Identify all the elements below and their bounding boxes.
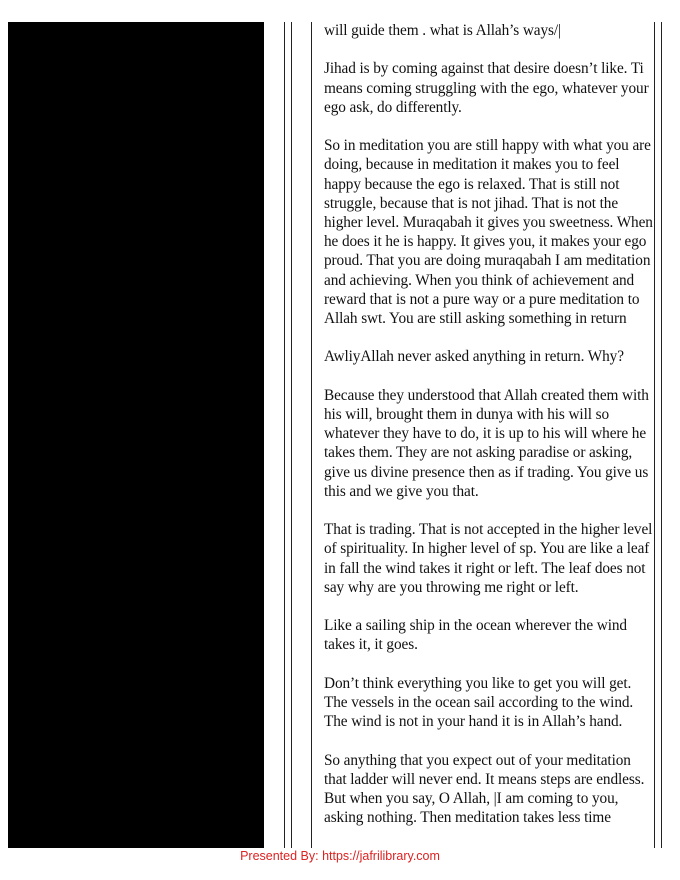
paragraph: Because they understood that Allah created them with his will, brought them in dunya with his will so whatever they have to do, it is up to his will where he takes them. They are not asking paradise or asking, give us divine presence then as if trading. You give us this and we give you that. [324,386,649,500]
black-panel [8,22,264,848]
vertical-rule [284,22,285,848]
paragraph: Like a sailing ship in the ocean wherever the wind takes it, it goes. [324,617,627,654]
text-column [324,21,654,847]
vertical-rule [661,22,662,848]
paragraph: will guide them . what is Allah’s ways/| [324,22,561,39]
vertical-rule [291,22,292,848]
paragraph: That is trading. That is not accepted in the higher level of spirituality. In higher level of sp. You are like a leaf in fall the wind takes it right or left. The leaf does not say why are you throwing me right or left. [324,521,653,596]
paragraph: AwliyAllah never asked anything in return. Why? [324,348,624,366]
footer-credit: Presented By: https://jafrilibrary.com [240,849,440,863]
paragraph: So in meditation you are still happy with what you are doing, because in meditation it makes you to feel happy because the ego is relaxed. That is still not struggle, because that is not jihad. That is not the higher level. Muraqabah it gives you sweetness. When he does it he is happy. It gives you, it makes your ego proud. That you are doing muraqabah I am meditation and achieving. When you think of achievement and reward that is not a pure way or a pure meditation to Allah swt. You are still asking something in return [324,137,653,328]
vertical-rule [311,22,312,848]
paragraph: Jihad is by coming against that desire doesn’t like. Ti means coming struggling with the ego, whatever your ego ask, do differently. [324,60,649,116]
paragraph: Don’t think everything you like to get you will get. The vessels in the ocean sail according to the wind. The wind is not in your hand it is in Allah’s hand. [324,674,634,731]
paragraph: So anything that you expect out of your meditation that ladder will never end. It means steps are endless. But when you say, O Allah, |I am coming to you, asking nothing. Then meditation takes less time [324,751,645,827]
vertical-rule [654,22,655,848]
